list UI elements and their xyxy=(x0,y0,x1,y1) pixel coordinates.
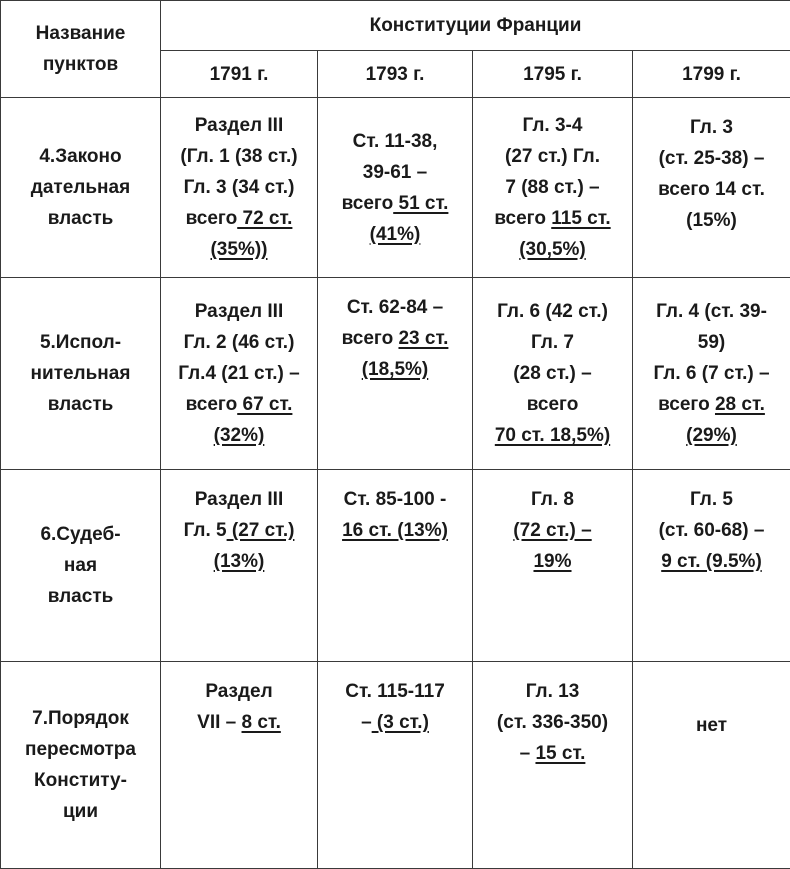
cell-revision-1795 xyxy=(473,662,633,869)
cell-line xyxy=(164,389,314,420)
cell-revision-1799 xyxy=(633,662,790,869)
cell-line: Гл. 3-4 xyxy=(476,110,629,141)
table-row-executive xyxy=(1,278,790,470)
underlined-text: 67 ст. xyxy=(237,394,292,415)
header-item-names-line: Название xyxy=(4,18,157,49)
cell-line: Гл. 13 xyxy=(476,676,629,707)
cell-line: (27 ст.) Гл. xyxy=(476,141,629,172)
row-name-executive xyxy=(1,278,161,470)
cell-line: Гл. 3 xyxy=(636,112,787,143)
cell-line: Гл. 3 (34 ст.) xyxy=(164,172,314,203)
cell-text: – xyxy=(520,743,536,764)
cell-legislative-1793 xyxy=(318,98,473,278)
cell-executive-1793 xyxy=(318,278,473,470)
underlined-text: (18,5%) xyxy=(321,354,469,385)
cell-text: всего xyxy=(186,208,238,229)
underlined-text: 8 ст. xyxy=(242,712,281,733)
row-name-legislative xyxy=(1,98,161,278)
underlined-text: (27 ст.) xyxy=(227,520,295,541)
cell-legislative-1799 xyxy=(633,98,790,278)
cell-line xyxy=(164,707,314,738)
cell-legislative-1791 xyxy=(161,98,318,278)
cell-line xyxy=(164,203,314,234)
cell-text: – xyxy=(361,712,372,733)
row-name-line: пересмотра xyxy=(4,734,157,765)
cell-line: (Гл. 1 (38 ст.) xyxy=(164,141,314,172)
year-1795: 1795 г. xyxy=(473,51,633,98)
cell-line: Ст. 115-117 xyxy=(321,676,469,707)
cell-executive-1791 xyxy=(161,278,318,470)
row-name-line: ная xyxy=(4,550,157,581)
cell-line: Гл. 4 (ст. 39- xyxy=(636,296,787,327)
underlined-text: (41%) xyxy=(321,219,469,250)
row-name-line: Конститу- xyxy=(4,765,157,796)
row-name-line: 4.Законо xyxy=(4,141,157,172)
cell-line: Гл. 6 (7 ст.) – xyxy=(636,358,787,389)
row-name-line: дательная xyxy=(4,172,157,203)
header-item-names-line: пунктов xyxy=(4,49,157,80)
cell-line: Раздел III xyxy=(164,296,314,327)
row-name-line: ции xyxy=(4,796,157,827)
row-name-revision xyxy=(1,662,161,869)
table-row-revision xyxy=(1,662,790,869)
year-1791: 1791 г. xyxy=(161,51,318,98)
underlined-text: 51 ст. xyxy=(393,193,448,214)
underlined-text: 16 ст. (13%) xyxy=(321,515,469,546)
cell-text: VII – xyxy=(197,712,241,733)
cell-line: (ст. 25-38) – xyxy=(636,143,787,174)
underlined-text: 72 ст. xyxy=(237,208,292,229)
cell-text: всего xyxy=(342,193,394,214)
row-name-line: 7.Порядок xyxy=(4,703,157,734)
cell-line: Гл. 6 (42 ст.) xyxy=(476,296,629,327)
year-1799: 1799 г. xyxy=(633,51,790,98)
cell-line: нет xyxy=(636,710,787,741)
year-1793: 1793 г. xyxy=(318,51,473,98)
cell-line xyxy=(164,515,314,546)
row-name-judicial xyxy=(1,470,161,662)
cell-line xyxy=(321,323,469,354)
cell-line: (ст. 336-350) xyxy=(476,707,629,738)
underlined-text: (13%) xyxy=(164,546,314,577)
cell-line xyxy=(636,389,787,420)
cell-line: Гл. 5 xyxy=(636,484,787,515)
underlined-text: (29%) xyxy=(636,420,787,451)
cell-executive-1799 xyxy=(633,278,790,470)
cell-judicial-1793 xyxy=(318,470,473,662)
table-row-legislative xyxy=(1,98,790,278)
cell-line: Раздел III xyxy=(164,110,314,141)
cell-line: (28 ст.) – xyxy=(476,358,629,389)
cell-line xyxy=(321,707,469,738)
underlined-text: (3 ст.) xyxy=(372,712,429,733)
cell-line: Ст. 85-100 - xyxy=(321,484,469,515)
underlined-text: 70 ст. 18,5%) xyxy=(476,420,629,451)
cell-line: Гл. 8 xyxy=(476,484,629,515)
row-name-line: власть xyxy=(4,581,157,612)
cell-line: Ст. 62-84 – xyxy=(321,292,469,323)
cell-text: всего xyxy=(186,394,238,415)
cell-revision-1791 xyxy=(161,662,318,869)
underlined-text: (30,5%) xyxy=(476,234,629,265)
cell-line: всего xyxy=(476,389,629,420)
cell-executive-1795 xyxy=(473,278,633,470)
underlined-text: 15 ст. xyxy=(535,743,585,764)
underlined-text: 23 ст. xyxy=(398,328,448,349)
cell-line: 39-61 – xyxy=(321,157,469,188)
row-name-line: власть xyxy=(4,389,157,420)
cell-line xyxy=(476,738,629,769)
underlined-text: (72 ст.) – xyxy=(476,515,629,546)
cell-line: (ст. 60-68) – xyxy=(636,515,787,546)
cell-revision-1793 xyxy=(318,662,473,869)
cell-line: Гл.4 (21 ст.) – xyxy=(164,358,314,389)
underlined-text: 9 ст. (9.5%) xyxy=(636,546,787,577)
header-item-names xyxy=(1,1,161,98)
underlined-text: (32%) xyxy=(164,420,314,451)
header-constitutions: Конституции Франции xyxy=(161,1,790,51)
cell-line: (15%) xyxy=(636,205,787,236)
underlined-text: 28 ст. xyxy=(715,394,765,415)
cell-line: Гл. 2 (46 ст.) xyxy=(164,327,314,358)
cell-line: Гл. 7 xyxy=(476,327,629,358)
cell-text: всего xyxy=(494,208,551,229)
cell-line: Ст. 11-38, xyxy=(321,126,469,157)
cell-line: 59) xyxy=(636,327,787,358)
cell-judicial-1791 xyxy=(161,470,318,662)
cell-judicial-1799 xyxy=(633,470,790,662)
row-name-line: 6.Судеб- xyxy=(4,519,157,550)
underlined-text: (35%)) xyxy=(164,234,314,265)
cell-line: всего 14 ст. xyxy=(636,174,787,205)
cell-line: Раздел xyxy=(164,676,314,707)
row-name-line: 5.Испол- xyxy=(4,327,157,358)
cell-text: Гл. 5 xyxy=(184,520,227,541)
row-name-line: власть xyxy=(4,203,157,234)
cell-legislative-1795 xyxy=(473,98,633,278)
cell-line xyxy=(476,203,629,234)
row-name-line: нительная xyxy=(4,358,157,389)
underlined-text: 115 ст. xyxy=(551,208,610,229)
cell-text: всего xyxy=(342,328,399,349)
underlined-text: 19% xyxy=(476,546,629,577)
cell-judicial-1795 xyxy=(473,470,633,662)
cell-line: 7 (88 ст.) – xyxy=(476,172,629,203)
cell-line: Раздел III xyxy=(164,484,314,515)
table-row-judicial xyxy=(1,470,790,662)
cell-line xyxy=(321,188,469,219)
cell-text: всего xyxy=(658,394,715,415)
